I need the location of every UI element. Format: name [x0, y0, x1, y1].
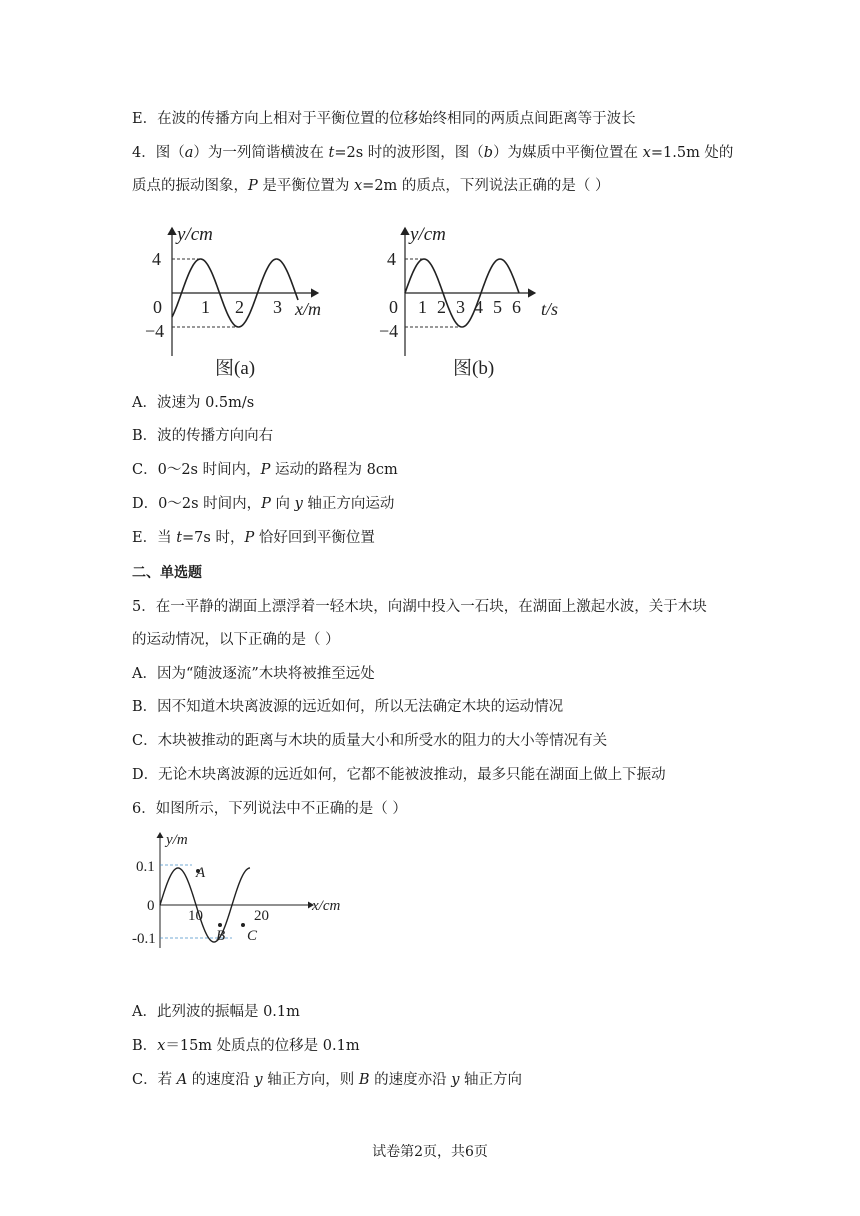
figure-caption: 图(a) — [215, 358, 256, 379]
q4-option-b: B．波的传播方向向右 — [132, 428, 274, 444]
y-tick: −4 — [145, 321, 165, 341]
x-tick: 1 — [201, 297, 210, 317]
q4-stem-line1: 4．图（a）为一列简谐横波在 t=2s 时的波形图，图（b）为媒质中平衡位置在 x=1.5m 处的 — [132, 145, 734, 161]
q4-option-c: C．0～2s 时间内，P 运动的路程为 8cm — [132, 462, 398, 478]
t-tick: 4 — [474, 297, 483, 317]
y-axis-label: y/m — [166, 832, 188, 848]
q3-option-e: E．在波的传播方向上相对于平衡位置的位移始终相同的两质点间距离等于波长 — [132, 111, 636, 127]
q5-option-b: B．因不知道木块离波源的远近如何，所以无法确定木块的运动情况 — [132, 699, 564, 715]
y-tick: 4 — [387, 249, 396, 269]
point-b-label: B — [216, 928, 226, 944]
q5-stem-line1: 5．在一平静的湖面上漂浮着一轻木块，向湖中投入一石块，在湖面上激起水波，关于木块 — [132, 599, 707, 615]
x-tick: 10 — [188, 908, 203, 924]
q4-figure-a — [135, 220, 345, 382]
point-c-label: C — [247, 928, 258, 944]
x-tick: 3 — [273, 297, 282, 317]
q6-option-a: A．此列波的振幅是 0.1m — [132, 1004, 300, 1020]
q5-option-d: D．无论木块离波源的远近如何，它都不能被波推动，最多只能在湖面上做上下振动 — [132, 767, 666, 783]
t-tick: 6 — [512, 297, 521, 317]
y-tick: 4 — [152, 249, 161, 269]
origin-label: 0 — [147, 898, 155, 914]
t-tick: 3 — [456, 297, 465, 317]
x-tick: 20 — [254, 908, 269, 924]
q6-option-c: C．若 A 的速度沿 y 轴正方向，则 B 的速度亦沿 y 轴正方向 — [132, 1072, 523, 1088]
q6-figure — [130, 828, 360, 958]
point-c-dot — [241, 923, 245, 927]
origin-label: 0 — [389, 297, 398, 317]
origin-label: 0 — [153, 297, 162, 317]
q4-figure-b — [375, 220, 575, 382]
x-axis-label: x/m — [295, 299, 321, 319]
q6-stem: 6．如图所示，下列说法中不正确的是（ ） — [132, 801, 407, 817]
q4-option-d: D．0～2s 时间内，P 向 y 轴正方向运动 — [132, 496, 395, 512]
q6-option-b: B．x＝15m 处质点的位移是 0.1m — [132, 1038, 360, 1054]
point-a-label: A — [196, 865, 206, 881]
t-tick: 2 — [437, 297, 446, 317]
q4-option-e: E．当 t=7s 时，P 恰好回到平衡位置 — [132, 530, 375, 546]
section-title: 二、单选题 — [132, 565, 202, 581]
t-axis-label: t/s — [541, 299, 559, 319]
y-axis-label: y/cm — [410, 224, 446, 245]
point-b-dot — [218, 923, 222, 927]
x-tick: 2 — [235, 297, 244, 317]
q4-stem-line2: 质点的振动图象，P 是平衡位置为 x=2m 的质点，下列说法正确的是（ ） — [132, 178, 610, 194]
y-tick: -0.1 — [132, 931, 156, 947]
q5-option-a: A．因为“随波逐流”木块将被推至远处 — [132, 666, 375, 682]
t-tick: 1 — [418, 297, 427, 317]
y-tick: −4 — [379, 321, 399, 341]
page-footer: 试卷第2页，共6页 — [372, 1144, 488, 1160]
t-tick: 5 — [493, 297, 502, 317]
y-axis-label: y/cm — [177, 224, 213, 245]
q4-option-a: A．波速为 0.5m/s — [132, 395, 255, 411]
figure-caption: 图(b) — [453, 358, 495, 379]
q5-stem-line2: 的运动情况，以下正确的是（ ） — [132, 632, 340, 648]
y-tick: 0.1 — [136, 859, 155, 875]
q5-option-c: C．木块被推动的距离与木块的质量大小和所受水的阻力的大小等情况有关 — [132, 733, 608, 749]
x-axis-label: x/cm — [312, 898, 341, 914]
